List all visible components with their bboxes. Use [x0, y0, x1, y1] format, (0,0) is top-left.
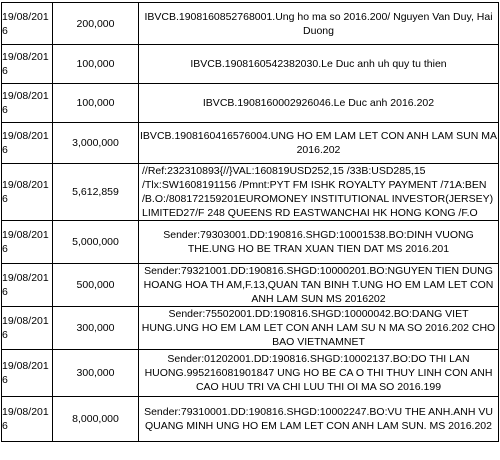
date-cell: 19/08/2016: [2, 164, 53, 221]
date-cell: 19/08/2016: [2, 84, 53, 123]
description-cell: Sender:79321001.DD:190816.SHGD:10000201.BO:NGUYEN TIEN DUNG HOANG HOA TH AM,F.13,QUAN TAN BINH T.UNG HO EM LAM LET CON ANH LAM SUN MS 2016202: [139, 264, 499, 307]
date-cell: 19/08/2016: [2, 221, 53, 264]
amount-cell: 8,000,000: [53, 397, 139, 442]
amount-cell: 200,000: [53, 3, 139, 45]
amount-cell: 3,000,000: [53, 123, 139, 164]
table-row: [2, 164, 499, 221]
table-row: [2, 307, 499, 350]
date-cell: 19/08/2016: [2, 350, 53, 397]
amount-cell: 300,000: [53, 350, 139, 397]
table-row: [2, 350, 499, 397]
description-cell: IBVCB.1908160416576004.UNG HO EM LAM LET CON ANH LAM SUN MA 2016.202: [139, 123, 499, 164]
description-cell: Sender:79310001.DD:190816.SHGD:10002247.BO:VU THE ANH.ANH VU QUANG MINH UNG HO EM LAM LET CON ANH LAM SUN. MS 2016.202: [139, 397, 499, 442]
date-cell: 19/08/2016: [2, 397, 53, 442]
transaction-table: [1, 2, 499, 442]
table-row: [2, 221, 499, 264]
description-cell: //Ref:232310893{//}VAL:160819USD252,15 /33B:USD285,15 /Tlx:SW1608191156 /Pmnt:PYT FM ISHK ROYALTY PAYMENT /71A:BEN /B.O:/808172159201EUROMONEY INSTITUTIONAL INVESTOR(JERSEY) LIMITED27/F 248 QUEENS RD EASTWANCHAI HK HONG KONG /F.O: [139, 164, 499, 221]
description-cell: Sender:79303001.DD:190816.SHGD:10001538.BO:DINH VUONG THE.UNG HO BE TRAN XUAN TIEN DAT MS 2016.201: [139, 221, 499, 264]
table-row: [2, 45, 499, 84]
amount-cell: 100,000: [53, 45, 139, 84]
table-row: [2, 3, 499, 45]
amount-cell: 500,000: [53, 264, 139, 307]
description-cell: IBVCB.1908160852768001.Ung ho ma so 2016.200/ Nguyen Van Duy, Hai Duong: [139, 3, 499, 45]
table-row: [2, 397, 499, 442]
table-row: [2, 84, 499, 123]
description-cell: IBVCB.1908160002926046.Le Duc anh 2016.202: [139, 84, 499, 123]
amount-cell: 300,000: [53, 307, 139, 350]
amount-cell: 100,000: [53, 84, 139, 123]
table-row: [2, 123, 499, 164]
table-row: [2, 264, 499, 307]
date-cell: 19/08/2016: [2, 45, 53, 84]
date-cell: 19/08/2016: [2, 3, 53, 45]
amount-cell: 5,000,000: [53, 221, 139, 264]
amount-cell: 5,612,859: [53, 164, 139, 221]
description-cell: IBVCB.1908160542382030.Le Duc anh uh quy tu thien: [139, 45, 499, 84]
date-cell: 19/08/2016: [2, 264, 53, 307]
description-cell: Sender:75502001.DD:190816.SHGD:10000042.BO:DANG VIET HUNG.UNG HO EM LAM LET CON ANH LAM SU N MA SO 2016.202 CHO BAO VIETNAMNET: [139, 307, 499, 350]
date-cell: 19/08/2016: [2, 307, 53, 350]
date-cell: 19/08/2016: [2, 123, 53, 164]
description-cell: Sender:01202001.DD:190816.SHGD:10002137.BO:DO THI LAN HUONG.995216081901847 UNG HO BE CA O THI THUY LINH CON ANH CAO HUU TRI VA CHI LUU THI OI MA SO 2016.199: [139, 350, 499, 397]
